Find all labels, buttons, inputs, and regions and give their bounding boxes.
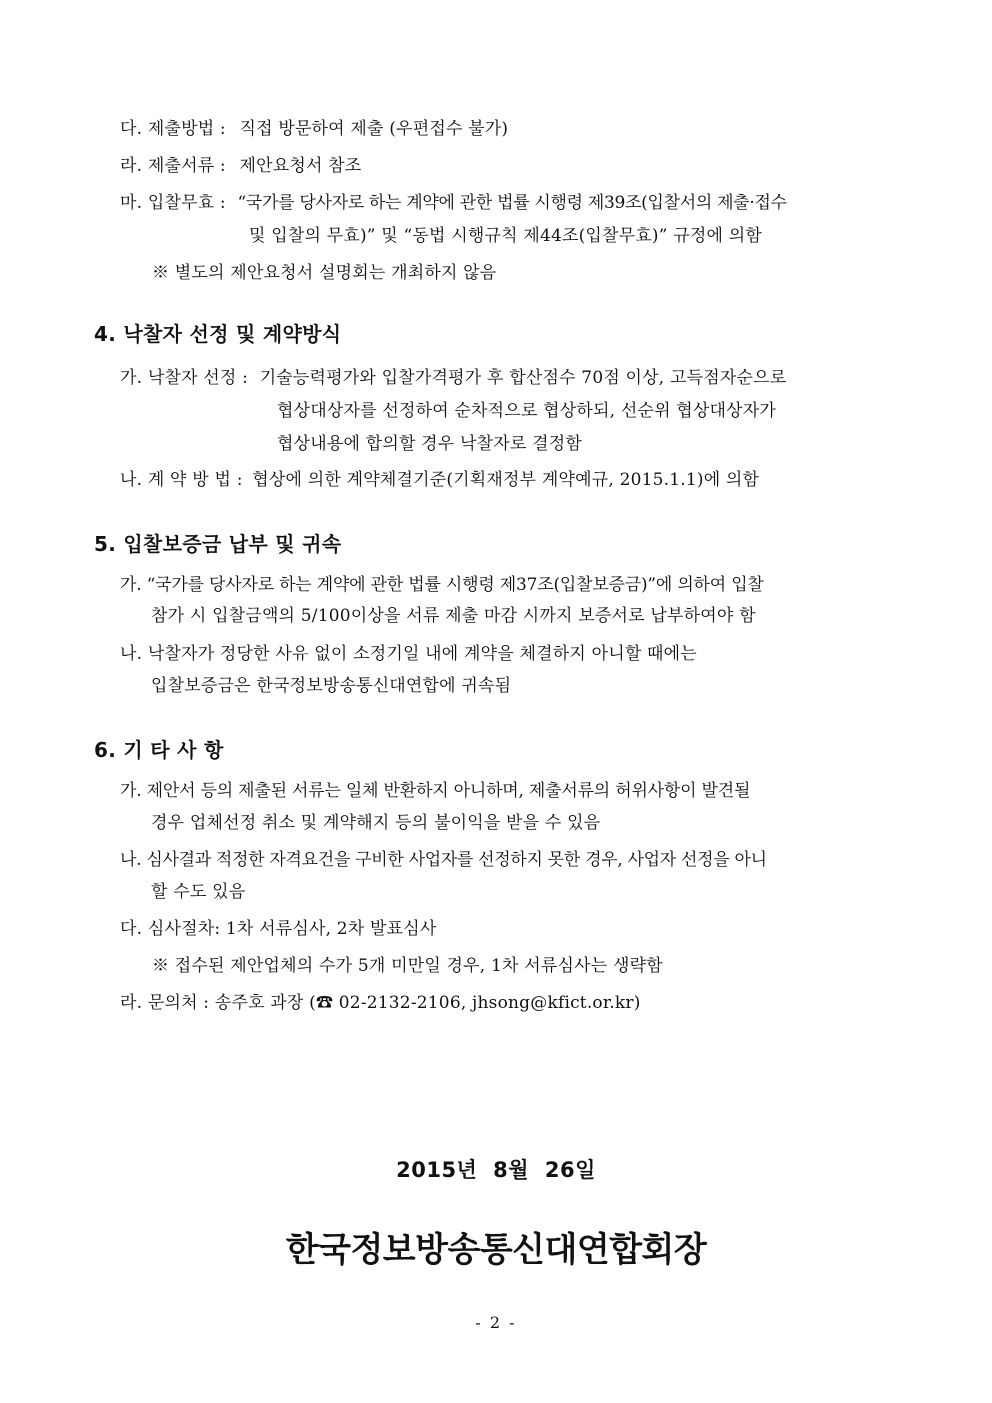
item-text: 기술능력평가와 입찰가격평가 후 합산점수 70점 이상, 고득점자순으로 (259, 368, 787, 388)
item-bond-forfeit: 나. 낙찰자가 정당한 사유 없이 소정기일 내에 계약을 체결하지 아니할 때에는 (120, 644, 697, 664)
page-number: - 2 - (475, 1313, 517, 1332)
item-label: 라. 제출서류 : (120, 156, 226, 176)
issue-date: 2015년 8월 26일 (396, 1158, 596, 1182)
item-no-selection: 나. 심사결과 적정한 자격요건을 구비한 사업자를 선정하지 못한 경우, 사업자 선정을 아니 (120, 850, 767, 870)
section-title: 6. 기 타 사 항 (94, 738, 224, 762)
item-contract-method (120, 469, 759, 491)
item-label: 다. 제출방법 : (120, 119, 226, 139)
item-winner-selection-cont: 협상대상자를 선정하여 순차적으로 협상하되, 선순위 협상대상자가 (277, 401, 777, 421)
item-review-procedure: 다. 심사절차: 1차 서류심사, 2차 발표심사 (120, 919, 437, 939)
item-bond-forfeit-cont: 입찰보증금은 한국정보방송통신대연합에 귀속됨 (151, 676, 512, 696)
item-text: 직접 방문하여 제출 (우편접수 불가) (239, 119, 509, 139)
item-winner-selection-cont: 협상내용에 합의할 경우 낙찰자로 결정함 (277, 434, 582, 454)
item-documents-no-return-cont: 경우 업체선정 취소 및 계약해지 등의 불이익을 받을 수 있음 (151, 813, 601, 833)
section-title: 4. 낙찰자 선정 및 계약방식 (94, 322, 342, 346)
item-text: 제안요청서 참조 (239, 156, 362, 176)
item-bid-bond-cont: 참가 시 입찰금액의 5/100이상을 서류 제출 마감 시까지 보증서로 납부하여야 함 (151, 606, 756, 626)
item-submission-documents (120, 155, 361, 177)
item-text: 협상에 의한 계약체결기준(기획재정부 계약예규, 2015.1.1)에 의함 (252, 470, 760, 490)
issuer-signature: 한국정보방송통신대연합회장 (285, 1230, 707, 1270)
item-no-selection-cont: 할 수도 있음 (151, 882, 246, 902)
item-bid-invalid (120, 192, 787, 214)
item-text: “국가를 당사자로 하는 계약에 관한 법률 시행령 제39조(입찰서의 제출·접수 (237, 193, 787, 213)
item-bid-bond: 가. “국가를 당사자로 하는 계약에 관한 법률 시행령 제37조(입찰보증금)”에 의하여 입찰 (120, 575, 764, 595)
item-label: 가. 낙찰자 선정 : (120, 368, 249, 388)
note-skip-document-review: ※ 접수된 제안업체의 수가 5개 미만일 경우, 1차 서류심사는 생략함 (152, 956, 663, 976)
note-no-briefing: ※ 별도의 제안요청서 설명회는 개최하지 않음 (152, 263, 497, 283)
item-label: 나. 계 약 방 법 : (120, 470, 243, 490)
item-label: 마. 입찰무효 : (120, 193, 226, 213)
item-winner-selection (120, 367, 786, 389)
item-submission-method (120, 118, 508, 140)
item-bid-invalid-cont: 및 입찰의 무효)” 및 “동법 시행규칙 제44조(입찰무효)” 규정에 의함 (249, 226, 762, 246)
item-documents-no-return: 가. 제안서 등의 제출된 서류는 일체 반환하지 아니하며, 제출서류의 허위사항이 발견될 (120, 781, 751, 801)
section-title: 5. 입찰보증금 납부 및 귀속 (94, 532, 342, 556)
item-contact: 라. 문의처 : 송주호 과장 (☎ 02-2132-2106, jhsong@kfict.or.kr) (120, 993, 641, 1013)
